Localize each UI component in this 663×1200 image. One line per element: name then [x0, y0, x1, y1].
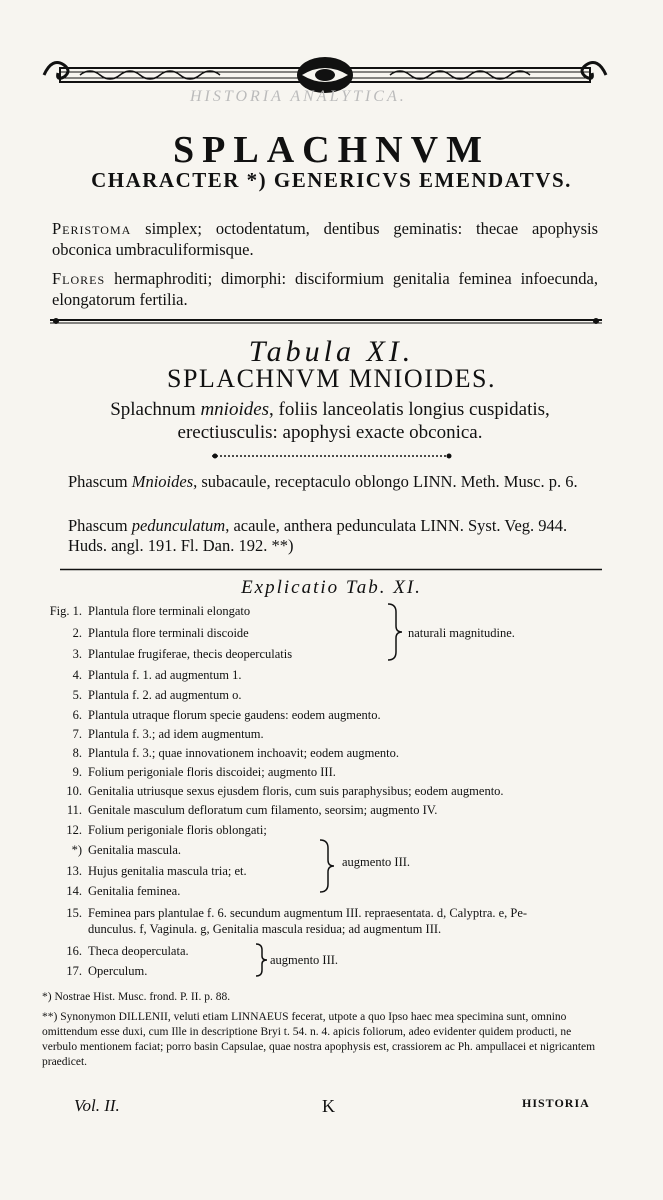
- figure-caption: Hujus genitalia mascula tria; et.: [88, 864, 247, 878]
- figure-caption: Theca deoperculata.: [88, 944, 189, 958]
- figure-number: 3.: [72, 647, 82, 661]
- figure-number: 2.: [72, 626, 82, 640]
- figure-number: 7.: [72, 727, 82, 741]
- figure-number: Fig. 1.: [49, 604, 82, 618]
- synonym-genus: Phascum: [68, 472, 128, 491]
- brace-label: naturali magnitudine.: [408, 626, 515, 640]
- species-diagnosis: [60, 398, 600, 444]
- figure-legend-row: [42, 604, 250, 619]
- synonym-epithet: pedunculatum: [131, 516, 226, 535]
- figure-caption: Plantula f. 1. ad augmentum 1.: [88, 668, 242, 682]
- figure-caption: Operculum.: [88, 964, 148, 978]
- figure-number: 17.: [66, 964, 82, 978]
- figure-caption: Genitalia mascula.: [88, 843, 182, 857]
- double-rule-divider: [50, 318, 602, 324]
- diagnosis-genus: Splachnum: [110, 399, 196, 420]
- volume-label: Vol. II.: [74, 1096, 120, 1115]
- figure-legend-row: [42, 727, 264, 742]
- explicatio-heading: Explicatio Tab. XI.: [241, 577, 422, 598]
- figure-legend-row: [42, 944, 189, 959]
- figure-legend-row: [42, 803, 437, 818]
- figure-number: 15.: [66, 906, 82, 920]
- figure-legend-row: [42, 746, 399, 761]
- character-term: Peristoma: [52, 219, 132, 238]
- figure-number: 11.: [66, 803, 82, 817]
- brace-icon: [254, 942, 268, 978]
- figure-caption: Plantula flore terminali discoide: [88, 626, 249, 640]
- plate-heading: Tabula XI.: [248, 335, 415, 368]
- character-flores: [52, 268, 598, 310]
- figure-legend-row: [42, 884, 180, 899]
- figure-number: 9.: [72, 765, 82, 779]
- footnote: **) Synonymon DILLENII, veluti etiam LINNAEUS fecerat, utpote a quo Ipso haec mea specimina sunt, omnino omittendum esse duxi, cum Ille in descriptione Bryi t. 54. n. 4. apicis foliorum, adeo evidenter quidem producti, ne verbulo mentionem faciat; porro basin Capsulae, quae nostra apophysis est, crassiorem ac Ph. ampullacei et nigricantem praedicet.: [42, 1011, 596, 1068]
- figure-caption: Genitalia utriusque sexus ejusdem floris, cum suis paraphysibus; eodem augmento.: [88, 784, 504, 798]
- figure-caption: Folium perigoniale floris discoidei; augmento III.: [88, 765, 336, 779]
- synonym-text: , subacaule, receptaculo oblongo LINN. Meth. Musc. p. 6.: [193, 472, 578, 491]
- dotted-divider: [212, 453, 452, 459]
- character-peristoma: [52, 218, 598, 260]
- figure-number: 6.: [72, 708, 82, 722]
- figure-legend-row: [42, 626, 249, 641]
- catchword: HISTORIA: [522, 1096, 590, 1110]
- synonym-entry: [68, 472, 598, 492]
- figure-legend-row: [42, 708, 381, 723]
- figure-caption: Feminea pars plantulae f. 6. secundum augmentum III. repraesentata. d, Calyptra. e, Pe-: [88, 906, 528, 920]
- figure-legend-row: [42, 922, 441, 937]
- figure-caption: Plantulae frugiferae, thecis deoperculatis: [88, 647, 293, 661]
- single-rule-divider: [60, 568, 602, 571]
- figure-caption: Genitale masculum defloratum cum filamento, seorsim; augmento IV.: [88, 803, 438, 817]
- brace-label: augmento III.: [270, 953, 339, 967]
- figure-caption: Plantula f. 3.; ad idem augmentum.: [88, 727, 264, 741]
- figure-caption: Plantula flore terminali elongato: [88, 604, 251, 618]
- figure-legend-row: [42, 906, 527, 921]
- signature-mark: K: [322, 1096, 335, 1116]
- figure-legend-row: [42, 668, 241, 683]
- figure-legend-row: [42, 823, 267, 838]
- synonym-text: , acaule, anthera pedunculata LINN. Syst. Veg. 944. Huds. angl. 191. Fl. Dan. 192. **): [68, 516, 568, 555]
- species-name: SPLACHNVM MNIOIDES.: [167, 364, 496, 393]
- figure-legend-row: [42, 647, 292, 662]
- figure-caption: Folium perigoniale floris oblongati;: [88, 823, 267, 837]
- genus-subtitle: CHARACTER *) GENERICVS EMENDATVS.: [91, 168, 572, 192]
- synonym-genus: Phascum: [68, 516, 128, 535]
- diagnosis-text: , foliis lanceolatis longius cuspidatis, erectiusculis: apophysi exacte obconica.: [177, 399, 550, 443]
- brace-label: augmento III.: [342, 855, 411, 869]
- figure-number: 4.: [72, 668, 82, 682]
- figure-number: 16.: [66, 944, 82, 958]
- synonym-epithet: Mnioides: [131, 472, 194, 491]
- figure-legend-row: [42, 765, 336, 780]
- brace-icon: [318, 838, 334, 894]
- brace-icon: [386, 602, 402, 662]
- figure-legend-row: [42, 864, 247, 879]
- figure-legend-row: [42, 843, 181, 858]
- figure-number: 13.: [66, 864, 82, 878]
- figure-legend-row: [42, 784, 504, 799]
- figure-number: 14.: [66, 884, 82, 898]
- bleed-through-header: HISTORIA ANALYTICA.: [190, 88, 407, 105]
- character-text: simplex; octodentatum, dentibus geminatis: thecae apophysis obconica umbraculiformisque.: [52, 219, 598, 259]
- figure-number: 8.: [72, 746, 82, 760]
- figure-number: 10.: [66, 784, 82, 798]
- figure-caption: Plantula f. 3.; quae innovationem inchoavit; eodem augmento.: [88, 746, 400, 760]
- figure-number: *): [71, 843, 82, 857]
- diagnosis-epithet: mnioides: [200, 399, 270, 420]
- figure-caption: Plantula utraque florum specie gaudens: eodem augmento.: [88, 708, 381, 722]
- character-term: Flores: [52, 269, 106, 288]
- figure-caption: Genitalia feminea.: [88, 884, 181, 898]
- figure-legend-row: [42, 964, 147, 979]
- footnote: *) Nostrae Hist. Musc. frond. P. II. p. 88.: [42, 991, 231, 1003]
- character-text: hermaphroditi; dimorphi: disciformium genitalia feminea infoecunda, elongatorum fertilia.: [52, 269, 598, 309]
- figure-caption: dunculus. f, Vaginula. g, Genitalia mascula residua; ad augmentum III.: [88, 922, 442, 936]
- synonym-entry: [68, 516, 598, 556]
- figure-number: 5.: [72, 688, 82, 702]
- genus-title: SPLACHNVM: [173, 129, 490, 171]
- figure-caption: Plantula f. 2. ad augmentum o.: [88, 688, 242, 702]
- figure-legend-row: [42, 688, 241, 703]
- figure-number: 12.: [66, 823, 82, 837]
